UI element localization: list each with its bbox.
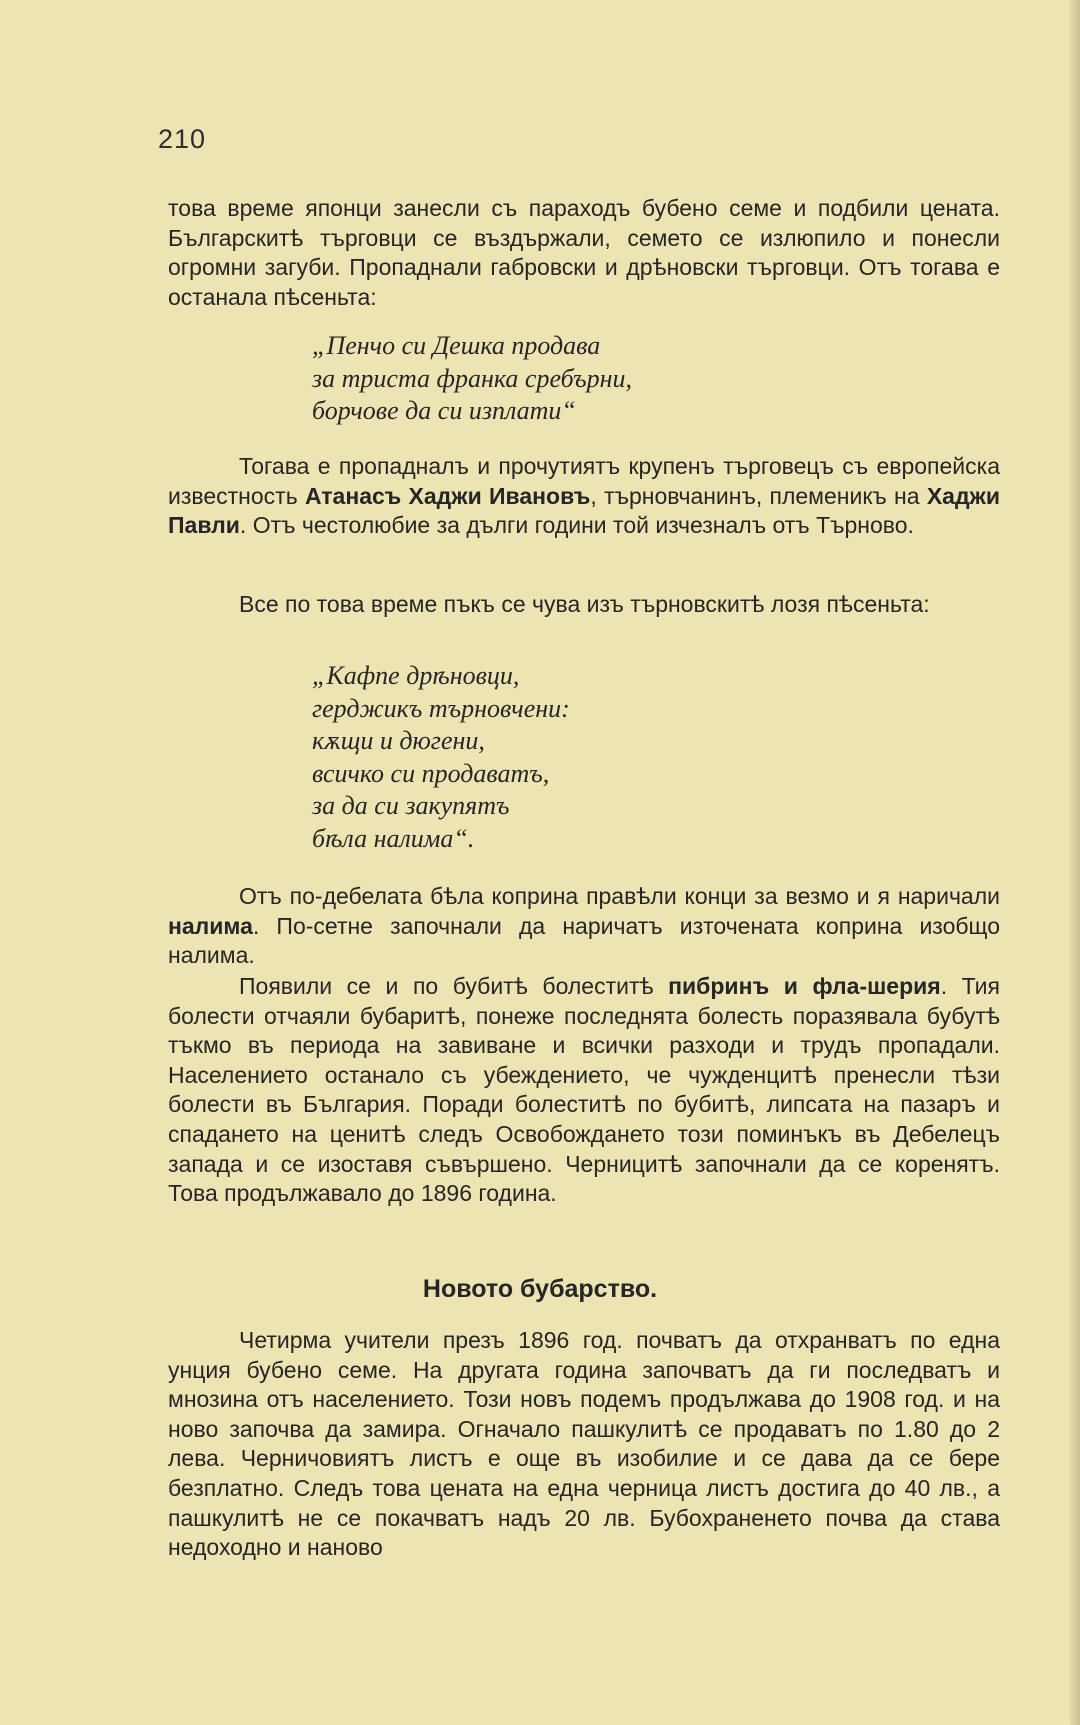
page-number: 210: [158, 124, 207, 154]
paragraph-4: [168, 882, 1000, 971]
verse-2-line: за да си закупятъ: [312, 791, 510, 820]
verse-2-line: всичко си продаватъ,: [312, 758, 550, 788]
paragraph-2: [168, 452, 1000, 541]
paragraph-2-text: [168, 452, 1000, 541]
paragraph-5: [168, 972, 1000, 1209]
verse-2: [312, 660, 570, 855]
paragraph-4-text: [168, 882, 1000, 971]
verse-2-line: „Кафпе дрѣновци,: [312, 661, 520, 690]
page-edge-shadow: [1070, 0, 1080, 1725]
paragraph-5-part: . Тия болести отчаяли бубаритѣ, понеже последнята болесть поразявала бубутѣ тъкмо въ периода на завиване и всички разходи и трудъ пропадали. Населението останало съ убеждението, че чужденцитѣ пренесли тѣзи болести въ България. Поради болеститѣ по бубитѣ, липсата на пазаръ и спадането на ценитѣ следъ Освобождането този поминъкъ въ Дебелецъ запада и се изоставя съвършено. Черницитѣ започнали да се коренятъ. Това продължавало до 1896 година.: [168, 973, 1000, 1207]
verse-2-line: бѣла налима“.: [312, 823, 475, 853]
verse-1-line: за триста франка сребърни,: [312, 363, 632, 393]
verse-1-line: „Пенчо си Дешка продава: [312, 331, 601, 360]
paragraph-2-part: . Отъ честолюбие за дълги години той изчезналъ отъ Търново.: [239, 512, 914, 539]
paragraph-3-text: Все по това време пъкъ се чува изъ търновскитѣ лозя пѣсеньта:: [239, 591, 930, 617]
paragraph-2-part: Тогава е пропадналъ и прочутиятъ крупенъ търговецъ съ европейска известность: [168, 453, 1000, 509]
verse-2-line: герджикъ търновчени:: [312, 693, 570, 723]
person-name: Хаджи Павли: [168, 482, 1000, 539]
section-heading: Новото бубарство.: [422, 1275, 658, 1303]
paragraph-6-text: Четирма учители презъ 1896 год. почватъ да отхранватъ по една унция бубено семе. На другата година започватъ да ги последватъ и мнозина отъ населението. Този новъ подемъ продължава до 1908 год. и на ново започва да замира. Огначало пашкулитѣ се продаватъ по 1.80 до 2 лева. Черничовиятъ листъ е още въ изобилие и се дава да се бере безплатно. Следъ това цената на една черница листъ достига до 40 лв., а пашкулитѣ не се покачватъ надъ 20 лв. Бубохраненето почва да става недоходно и наново: [168, 1327, 1000, 1561]
paragraph-2-part: , търновчанинъ, племеникъ на: [590, 482, 927, 509]
paragraph-4-part: Отъ по-дебелата бѣла коприна правѣли конци за везмо и я наричали: [239, 883, 1000, 909]
term: налима: [168, 912, 253, 939]
paragraph-3: [168, 590, 1000, 620]
person-name: Атанасъ Хаджи Ивановъ: [304, 482, 591, 509]
paragraph-1-text: това време японци занесли съ параходъ бубено семе и подбили цената. Българскитѣ търговци се въздържали, семето се ﻿излюпило и понесли огромни загуби. Пропаднали габровски и дрѣновски търговци. Отъ тогава е останала пѣсеньта:: [168, 195, 1000, 310]
term: пибринъ и фла-шерия: [668, 973, 941, 999]
paragraph-5-part: Появили се и по бубитѣ болеститѣ: [239, 973, 669, 999]
paragraph-1: [168, 194, 1000, 312]
paragraph-6: [168, 1326, 1000, 1563]
verse-1: [312, 330, 632, 428]
verse-1-line: борчове да си изплати“: [312, 396, 576, 425]
paragraph-5-text: [168, 972, 1000, 1209]
paragraph-4-part: . По-сетне започнали да наричатъ източената коприна изобщо налима.: [168, 912, 1000, 969]
verse-2-line: кѫщи и дюгени,: [312, 726, 485, 755]
